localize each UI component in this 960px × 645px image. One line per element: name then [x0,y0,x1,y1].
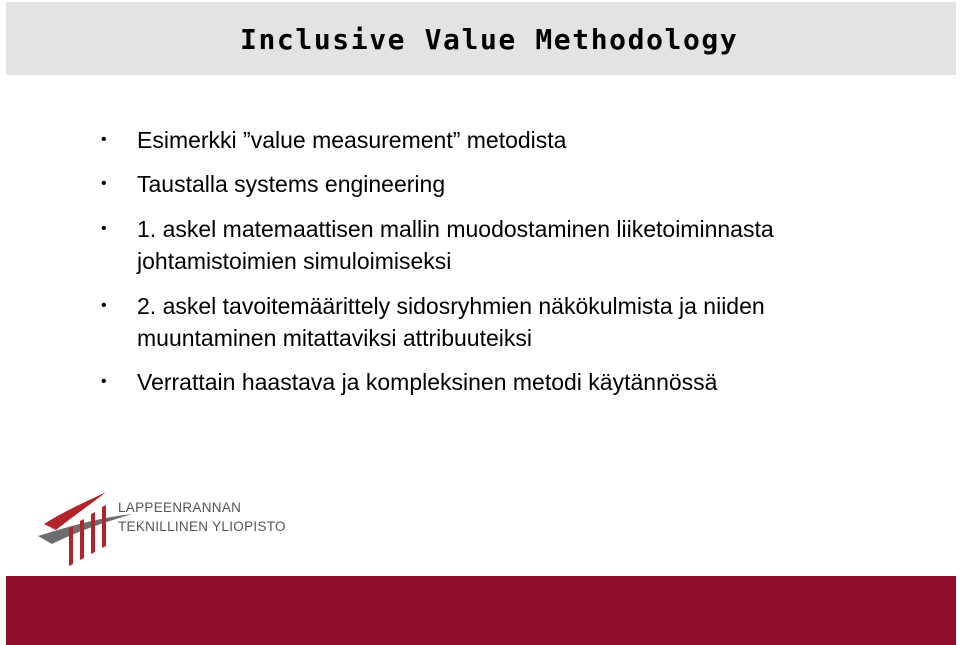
logo-bar-1 [69,526,73,566]
bullet-marker: • [101,175,107,192]
bullet-item [101,168,897,200]
bullet-text: Taustalla systems engineering [137,171,446,197]
logo-wordmark [118,498,286,536]
bullet-marker: • [101,220,107,237]
footer-bar [6,576,956,645]
logo-line-1: LAPPEENRANNAN [118,500,242,515]
bullet-text: 2. askel tavoitemäärittely sidosryhmien näkökulmista ja niiden muuntaminen mitattaviksi attribuuteiksi [137,293,765,351]
slide-title: Inclusive Value Methodology [240,23,739,56]
bullet-marker: • [101,131,107,148]
bullet-text: Verrattain haastava ja kompleksinen metodi käytännössä [137,369,718,395]
bullet-item [101,366,897,398]
logo-bar-3 [91,512,95,554]
title-bar [6,2,956,75]
logo-bar-2 [80,519,84,560]
logo-line-2: TEKNILLINEN YLIOPISTO [118,519,286,534]
bullet-text: 1. askel matemaattisen mallin muodostaminen liiketoiminnasta johtamistoimien simuloimiseksi [137,216,774,274]
bullet-item [101,290,897,354]
bullet-marker: • [101,297,107,314]
logo-bar-4 [102,505,106,548]
bullet-marker: • [101,373,107,390]
bullet-item [101,124,897,156]
bullet-text: Esimerkki ”value measurement” metodista [137,127,567,153]
bullet-item [101,213,897,277]
